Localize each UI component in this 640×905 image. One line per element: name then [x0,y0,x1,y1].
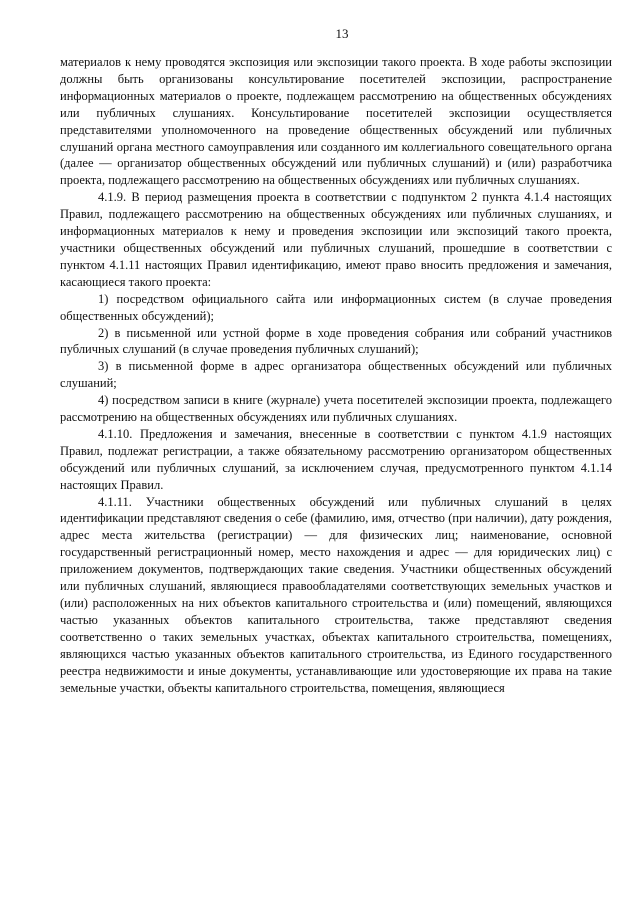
paragraph-4-1-11: 4.1.11. Участники общественных обсуждений или публичных слушаний в целях идентификации представляют сведения о себе (фамилию, имя, отчество (при наличии), дату рождения, адрес места жительства (регистрации) — для физических лиц; наименование, основной государственный регистрационный номер, место нахождения и адрес — для юридических лиц) с приложением документов, подтверждающих такие сведения. Участники общественных обсуждений или публичных слушаний, являющиеся правообладателями соответствующих земельных участков и (или) расположенных на них объектов капитального строительства и (или) помещений, являющихся частью указанных объектов капитального строительства, также представляют сведения соответственно о таких земельных участках, объектах капитального строительства, помещениях, являющихся частью указанных объектов капитального строительства, из Единого государственного реестра недвижимости и иные документы, устанавливающие или удостоверяющие их права на такие земельные участки, объекты капитального строительства, помещения, являющиеся [60,494,612,695]
paragraph-4-1-10: 4.1.10. Предложения и замечания, внесенные в соответствии с пунктом 4.1.9 настоящих Правил, подлежат регистрации, а также обязательному рассмотрению организатором общественных обсуждений или публичных слушаний, за исключением случая, предусмотренного пунктом 4.1.14 настоящих Правил. [60,426,612,492]
document-body [60,54,612,696]
list-item-2: 2) в письменной или устной форме в ходе проведения собрания или собраний участников публичных слушаний (в случае проведения публичных слушаний); [60,325,612,357]
list-item-1: 1) посредством официального сайта или информационных систем (в случае проведения общественных обсуждений); [60,291,612,323]
paragraph-continuation: материалов к нему проводятся экспозиция или экспозиции такого проекта. В ходе работы экспозиции должны быть организованы консультирование посетителей экспозиции, распространение информационных материалов о проекте, подлежащем рассмотрению на общественных обсуждениях или публичных слушаниях. Консультирование посетителей экспозиции осуществляется представителями уполномоченного на проведение общественных обсуждений или публичных слушаний органа местного самоуправления или созданного им коллегиального совещательного органа (далее — организатор общественных обсуждений или публичных слушаний) и (или) разработчика проекта, подлежащего рассмотрению на общественных обсуждениях или публичных слушаниях. [60,55,612,188]
list-item-4: 4) посредством записи в книге (журнале) учета посетителей экспозиции проекта, подлежащего рассмотрению на общественных обсуждениях или публичных слушаниях. [60,393,612,425]
page-number: 13 [335,26,349,41]
list-item-3: 3) в письменной форме в адрес организатора общественных обсуждений или публичных слушаний; [60,359,612,391]
paragraph-4-1-9: 4.1.9. В период размещения проекта в соответствии с подпунктом 2 пункта 4.1.4 настоящих Правил, подлежащего рассмотрению на общественных обсуждениях или публичных слушаниях, и информационных материалов к нему и проведения экспозиции или экспозиций такого проекта, участники общественных обсуждений или публичных слушаний, прошедшие в соответствии с пунктом 4.1.11 настоящих Правил идентификацию, имеют право вносить предложения и замечания, касающиеся такого проекта: [60,190,612,289]
